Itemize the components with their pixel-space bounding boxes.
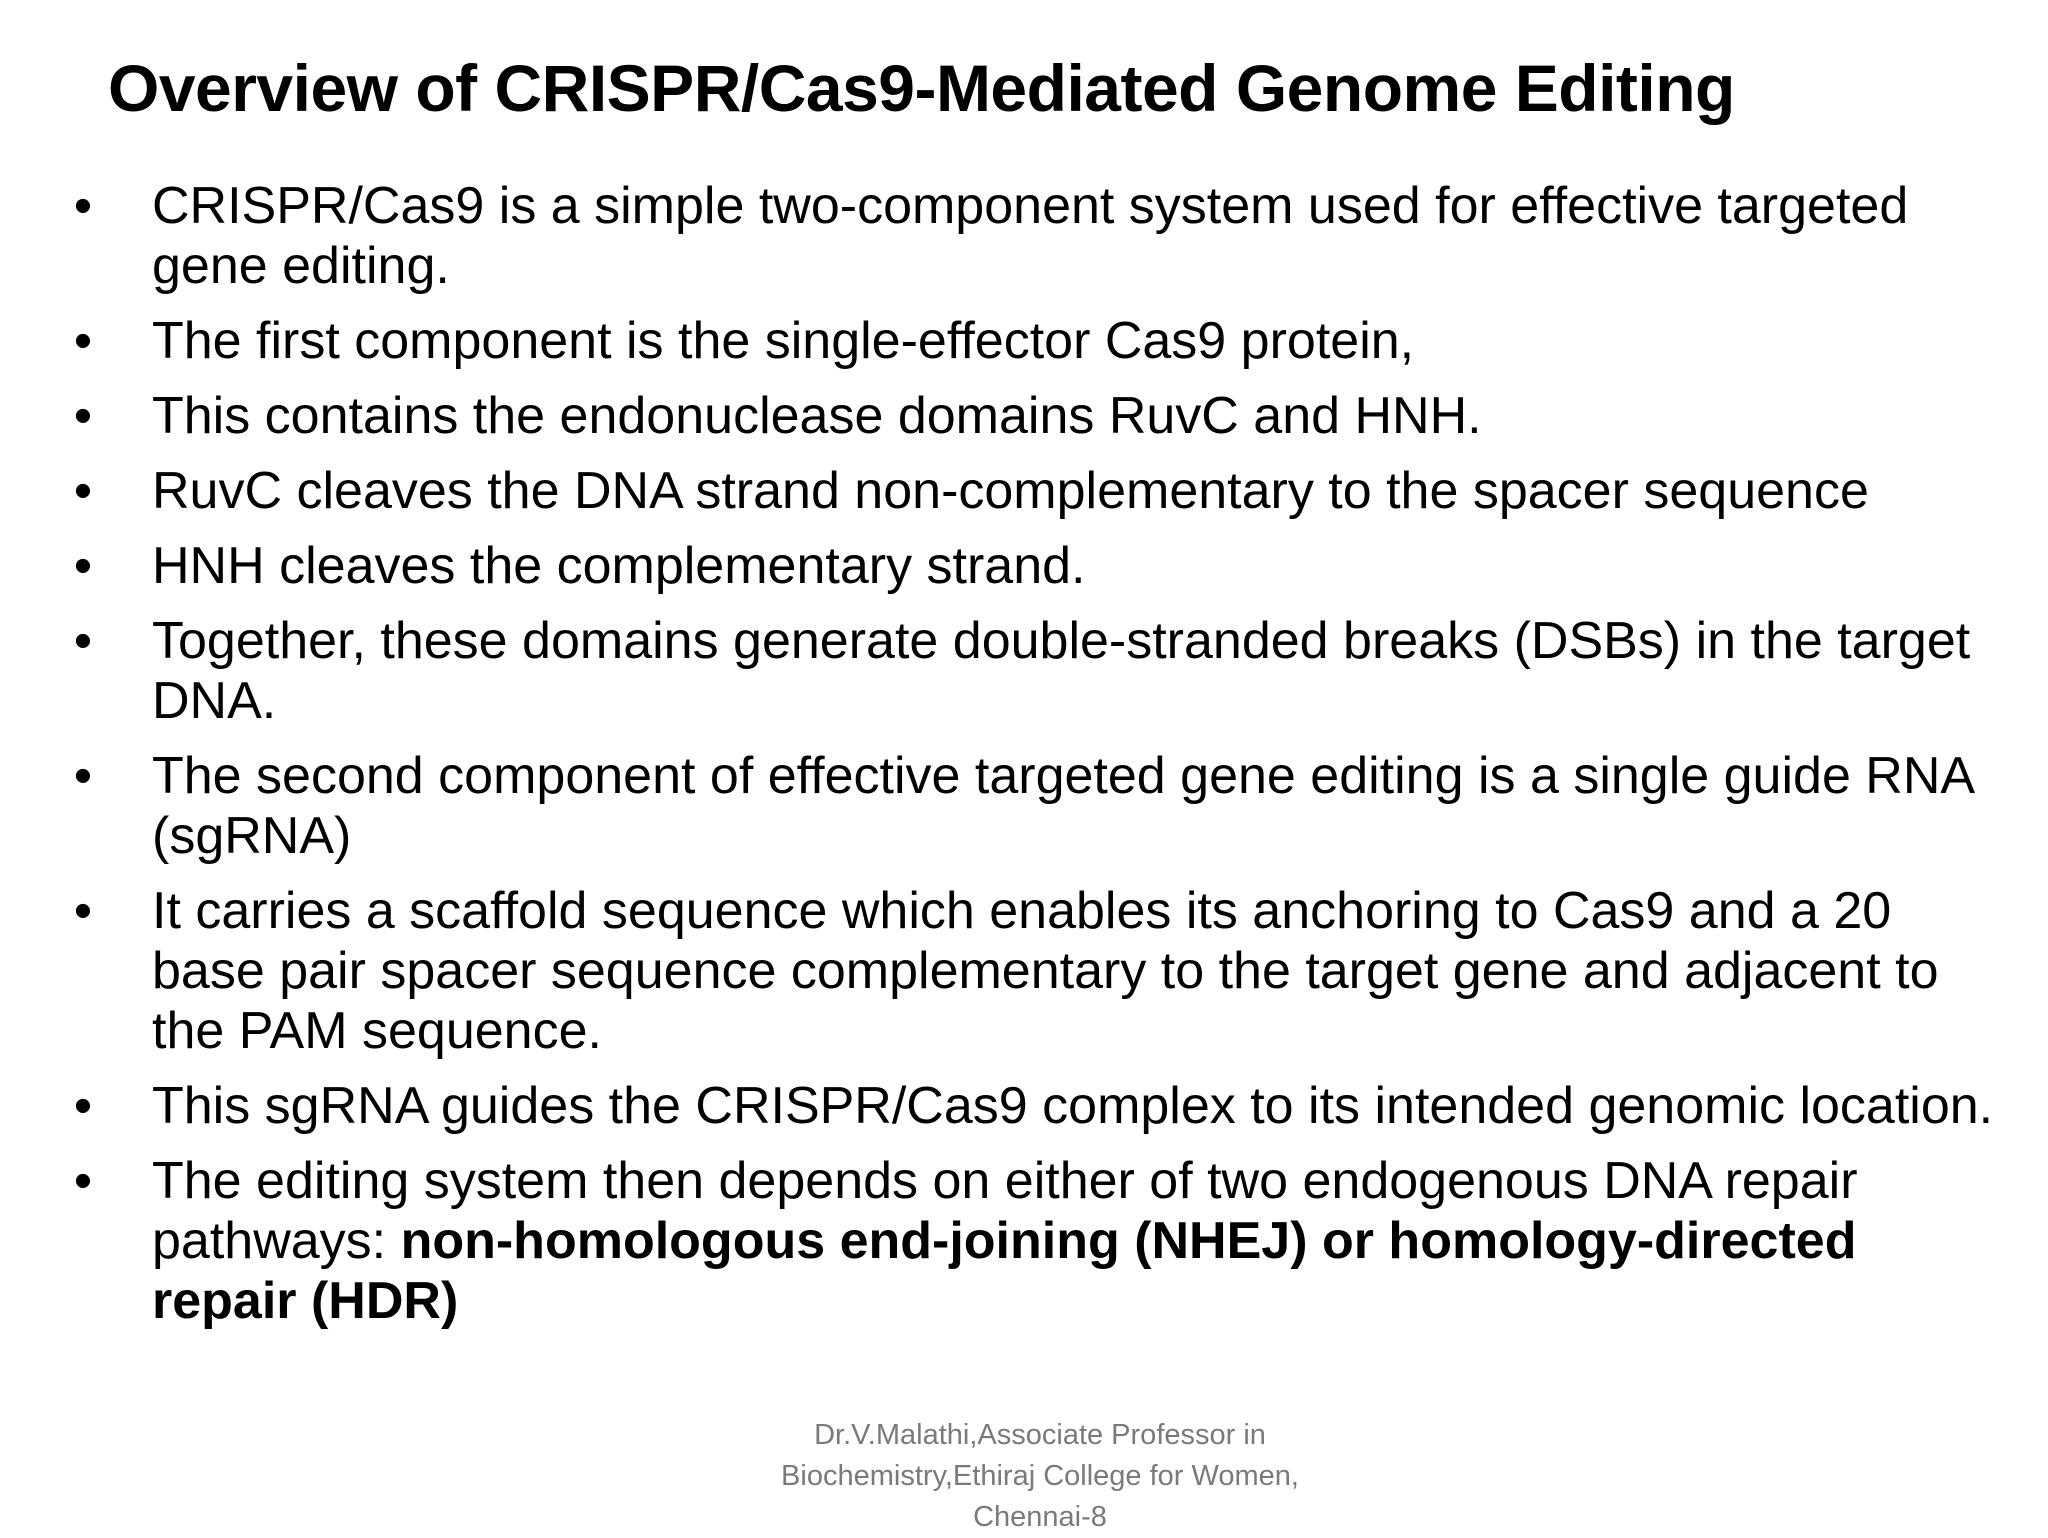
bullet-dot-icon: •: [73, 387, 93, 445]
bullet-text: RuvC cleaves the DNA strand non-complementary to the spacer sequence: [152, 462, 1869, 520]
bullet-dot-icon: •: [73, 312, 93, 370]
footer-line: Dr.V.Malathi,Associate Professor in: [814, 1419, 1266, 1451]
bullet-item-2: [0, 311, 2048, 371]
bullet-text: The second component of effective targeted gene editing is a single guide RNA (sgRNA): [152, 747, 1973, 865]
bullet-dot-icon: •: [73, 1077, 93, 1135]
bullet-item-4: [0, 461, 2048, 521]
bullet-item-3: [0, 386, 2048, 446]
bullet-bold-text: non-homologous end-joining (NHEJ) or homology-directed repair (HDR): [152, 1212, 1857, 1330]
bullet-text: This sgRNA guides the CRISPR/Cas9 complex to its intended genomic location.: [152, 1077, 1994, 1135]
bullet-dot-icon: •: [73, 462, 93, 520]
bullet-list: [0, 176, 2048, 1346]
bullet-text: CRISPR/Cas9 is a simple two-component system used for effective targeted gene editing.: [152, 177, 1909, 295]
footer-line: Chennai-8: [973, 1501, 1107, 1533]
bullet-dot-icon: •: [73, 747, 93, 805]
bullet-dot-icon: •: [73, 1152, 93, 1210]
bullet-item-1: [0, 176, 2048, 296]
bullet-item-6: [0, 611, 2048, 731]
bullet-text: The editing system then depends on either of two endogenous DNA repair pathways:: [152, 1152, 1858, 1270]
bullet-text: HNH cleaves the complementary strand.: [152, 537, 1086, 595]
bullet-dot-icon: •: [73, 612, 93, 670]
bullet-text: It carries a scaffold sequence which enables its anchoring to Cas9 and a 20 base pair spacer sequence complementary to the target gene and adjacent to the PAM sequence.: [152, 882, 1939, 1060]
bullet-item-9: [0, 1076, 2048, 1136]
bullet-dot-icon: •: [73, 177, 93, 235]
footer-credit: [700, 1415, 1380, 1538]
slide-title: Overview of CRISPR/Cas9-Mediated Genome Editing: [108, 51, 1735, 125]
bullet-dot-icon: •: [73, 537, 93, 595]
bullet-text: Together, these domains generate double-stranded breaks (DSBs) in the target DNA.: [152, 612, 1971, 730]
bullet-text: This contains the endonuclease domains RuvC and HNH.: [152, 387, 1482, 445]
bullet-item-8: [0, 881, 2048, 1061]
bullet-dot-icon: •: [73, 882, 93, 940]
bullet-item-5: [0, 536, 2048, 596]
bullet-item-7: [0, 746, 2048, 866]
footer-line: Biochemistry,Ethiraj College for Women,: [781, 1460, 1299, 1492]
bullet-text: The first component is the single-effector Cas9 protein,: [152, 312, 1415, 370]
bullet-item-10: [0, 1151, 2048, 1331]
